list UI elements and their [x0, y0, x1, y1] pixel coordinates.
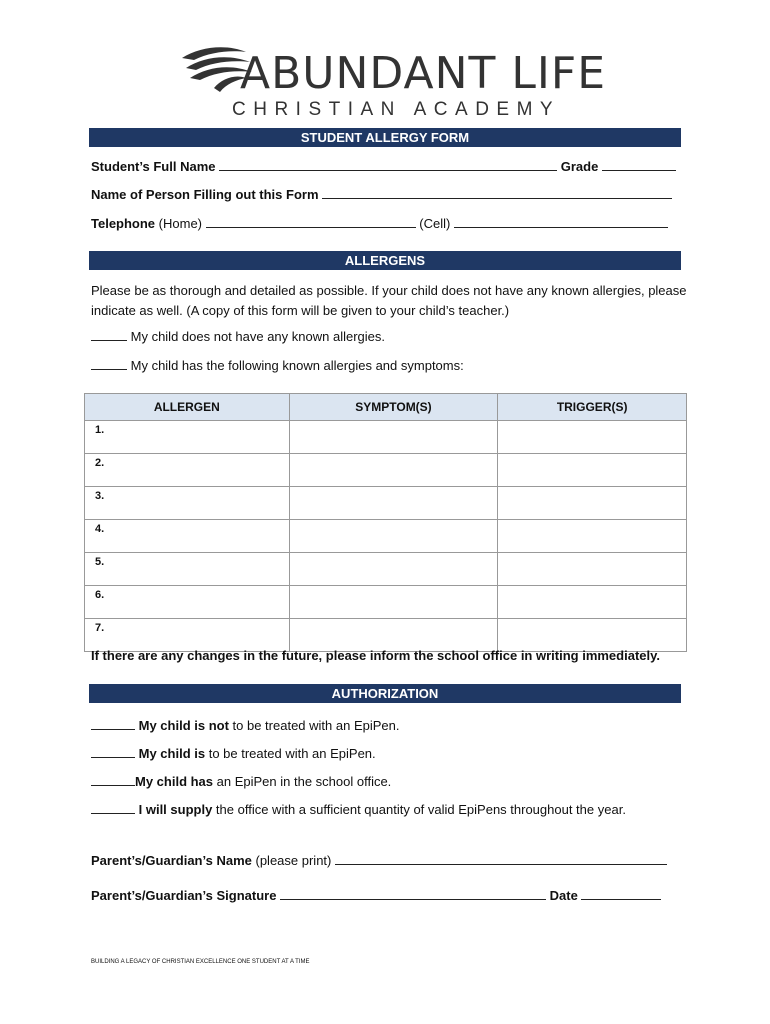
trigger-cell[interactable]	[498, 421, 687, 454]
table-row	[85, 487, 687, 520]
symptom-cell[interactable]	[289, 421, 498, 454]
option-has-allergies	[91, 357, 464, 374]
table-row	[85, 586, 687, 619]
trigger-cell[interactable]	[498, 586, 687, 619]
table-row	[85, 520, 687, 553]
filler-name-row	[91, 186, 672, 203]
auth-option-bold: My child is	[138, 746, 206, 761]
auth-option-text: to be treated with an EpiPen.	[228, 718, 400, 733]
not-treated-check-field[interactable]	[91, 717, 135, 730]
guardian-signature-label: Parent’s/Guardian’s Signature	[91, 888, 277, 903]
changes-note: If there are any changes in the future, please inform the school office in writing immediately.	[91, 648, 660, 663]
filler-name-label: Name of Person Filling out this Form	[91, 187, 319, 202]
trigger-cell[interactable]	[498, 487, 687, 520]
treated-check-field[interactable]	[91, 745, 135, 758]
auth-option-text: an EpiPen in the school office.	[213, 774, 392, 789]
filler-name-field[interactable]	[322, 186, 672, 199]
symptom-cell[interactable]	[289, 553, 498, 586]
symptom-cell[interactable]	[289, 487, 498, 520]
telephone-row	[91, 215, 668, 232]
home-label: (Home)	[158, 216, 203, 231]
has-allergies-check-field[interactable]	[91, 357, 127, 370]
symptom-cell[interactable]	[289, 520, 498, 553]
guardian-name-label: Parent’s/Guardian’s Name	[91, 853, 252, 868]
table-row	[85, 421, 687, 454]
allergen-cell[interactable]: 5.	[85, 553, 290, 586]
trigger-cell[interactable]	[498, 553, 687, 586]
footer-tagline: BUILDING A LEGACY OF CHRISTIAN EXCELLENCE ONE STUDENT AT A TIME	[91, 959, 310, 965]
guardian-signature-field[interactable]	[280, 887, 546, 900]
allergen-cell[interactable]: 6.	[85, 586, 290, 619]
student-name-field[interactable]	[219, 158, 557, 171]
will-supply-check-field[interactable]	[91, 801, 135, 814]
home-phone-field[interactable]	[206, 215, 416, 228]
student-name-row	[91, 158, 676, 175]
auth-option-will-supply	[91, 801, 626, 818]
allergy-table	[84, 393, 687, 652]
auth-option-bold: My child is not	[138, 718, 229, 733]
allergy-table-header	[85, 394, 687, 421]
auth-option-has-epipen	[91, 773, 391, 790]
symptom-cell[interactable]	[289, 454, 498, 487]
guardian-name-row	[91, 852, 667, 869]
option-no-allergies	[91, 328, 385, 345]
option-has-allergies-text: My child has the following known allergies and symptoms:	[130, 358, 464, 373]
logo-name: ABUNDANT LIFE	[240, 48, 606, 99]
cell-label: (Cell)	[419, 216, 451, 231]
no-allergies-check-field[interactable]	[91, 328, 127, 341]
auth-option-text: the office with a sufficient quantity of valid EpiPens throughout the year.	[212, 802, 626, 817]
allergen-cell[interactable]: 2.	[85, 454, 290, 487]
table-row	[85, 454, 687, 487]
trigger-cell[interactable]	[498, 454, 687, 487]
auth-option-not-treated	[91, 717, 399, 734]
school-logo	[180, 44, 606, 124]
auth-option-text: to be treated with an EpiPen.	[205, 746, 376, 761]
symptom-cell[interactable]	[289, 586, 498, 619]
symptom-cell[interactable]	[289, 619, 498, 652]
header-allergen: ALLERGEN	[85, 394, 290, 421]
option-no-allergies-text: My child does not have any known allergies.	[130, 329, 385, 344]
logo-subtitle: CHRISTIAN ACADEMY	[232, 99, 561, 120]
telephone-label: Telephone	[91, 216, 156, 231]
allergen-cell[interactable]: 3.	[85, 487, 290, 520]
header-triggers: TRIGGER(S)	[498, 394, 687, 421]
header-symptoms: SYMPTOM(S)	[289, 394, 498, 421]
auth-option-treated	[91, 745, 376, 762]
grade-label: Grade	[560, 159, 599, 174]
date-label: Date	[549, 888, 578, 903]
allergens-intro: Please be as thorough and detailed as possible. If your child does not have any known allergies, please indicate as well. (A copy of this form will be given to your child’s teacher.)	[91, 283, 687, 318]
allergen-cell[interactable]: 1.	[85, 421, 290, 454]
trigger-cell[interactable]	[498, 619, 687, 652]
allergens-bar: ALLERGENS	[89, 251, 681, 270]
authorization-bar: AUTHORIZATION	[89, 684, 681, 703]
auth-option-bold: I will supply	[138, 802, 213, 817]
cell-phone-field[interactable]	[454, 215, 668, 228]
guardian-signature-row	[91, 887, 661, 904]
allergen-cell[interactable]: 4.	[85, 520, 290, 553]
date-field[interactable]	[581, 887, 661, 900]
trigger-cell[interactable]	[498, 520, 687, 553]
table-row	[85, 553, 687, 586]
student-name-label: Student’s Full Name	[91, 159, 216, 174]
grade-field[interactable]	[602, 158, 676, 171]
guardian-name-hint: (please print)	[255, 853, 332, 868]
guardian-name-field[interactable]	[335, 852, 667, 865]
form-title-bar: STUDENT ALLERGY FORM	[89, 128, 681, 147]
allergen-cell[interactable]: 7.	[85, 619, 290, 652]
table-row	[85, 619, 687, 652]
auth-option-bold: My child has	[135, 774, 214, 789]
has-epipen-check-field[interactable]	[91, 773, 135, 786]
